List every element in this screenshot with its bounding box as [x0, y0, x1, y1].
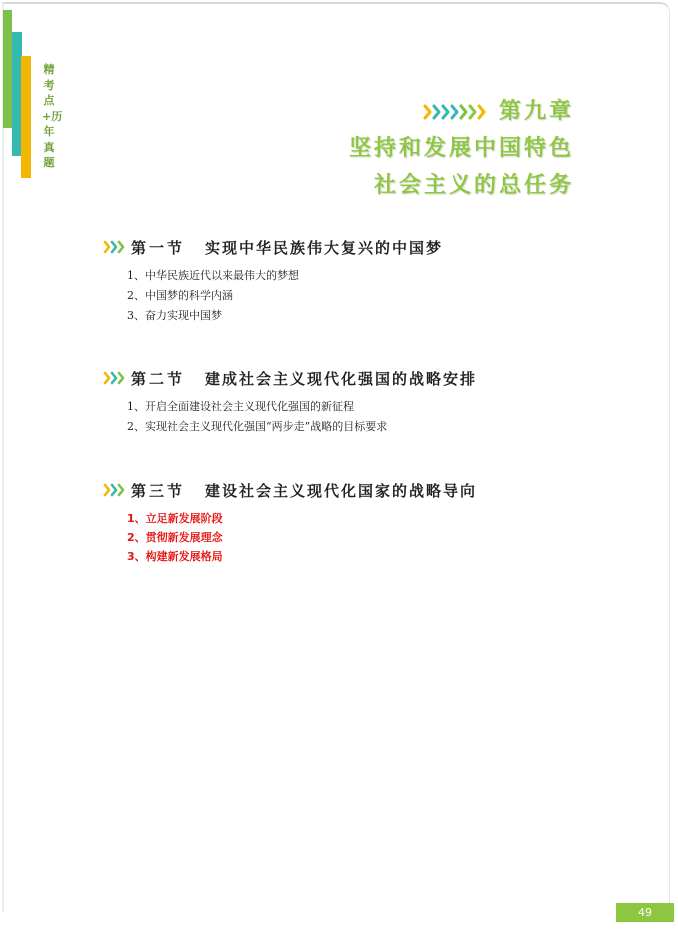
chapter-number: 第九章: [498, 99, 574, 124]
chapter-title-line-2: 社会主义的总任务: [373, 173, 574, 198]
section-2: [103, 367, 477, 437]
section-3: [103, 479, 477, 566]
list-item: 1、开启全面建设社会主义现代化强国的新征程: [127, 400, 354, 413]
section-number: 第三节: [131, 481, 186, 500]
section-title: 建成社会主义现代化强国的战略安排: [205, 369, 478, 388]
list-item: 3、奋力实现中国梦: [127, 309, 222, 322]
list-item: 2、中国梦的科学内涵: [127, 289, 233, 302]
triple-chevron-icon: [103, 240, 127, 254]
chapter-title-line-1: 坚持和发展中国特色: [348, 136, 574, 161]
chapter-heading: [349, 93, 574, 204]
section-number: 第一节: [131, 238, 186, 257]
section-items: [127, 397, 477, 437]
section-heading: [103, 367, 477, 389]
section-title: 实现中华民族伟大复兴的中国梦: [205, 238, 444, 257]
section-title: 建设社会主义现代化国家的战略导向: [205, 481, 478, 500]
decor-bar-green: [3, 10, 12, 128]
side-label: 精考点+历年真题: [42, 63, 63, 169]
section-1: [103, 236, 443, 326]
section-items-highlighted: [127, 509, 477, 566]
decor-bar-yellow: [21, 56, 31, 178]
list-item: 1、立足新发展阶段: [127, 512, 223, 525]
list-item: 3、构建新发展格局: [127, 550, 223, 563]
section-heading: [103, 479, 477, 501]
section-heading: [103, 236, 443, 258]
list-item: 1、中华民族近代以来最伟大的梦想: [127, 269, 299, 282]
section-number: 第二节: [131, 369, 186, 388]
chapter-number-line: [349, 93, 574, 130]
list-item: 2、实现社会主义现代化强国“两步走”战略的目标要求: [127, 420, 388, 433]
list-item: 2、贯彻新发展理念: [127, 531, 223, 544]
chevron-row-icon: [423, 104, 493, 120]
section-items: [127, 266, 443, 326]
triple-chevron-icon: [103, 483, 127, 497]
triple-chevron-icon: [103, 371, 127, 385]
page-number: 49: [616, 903, 674, 922]
